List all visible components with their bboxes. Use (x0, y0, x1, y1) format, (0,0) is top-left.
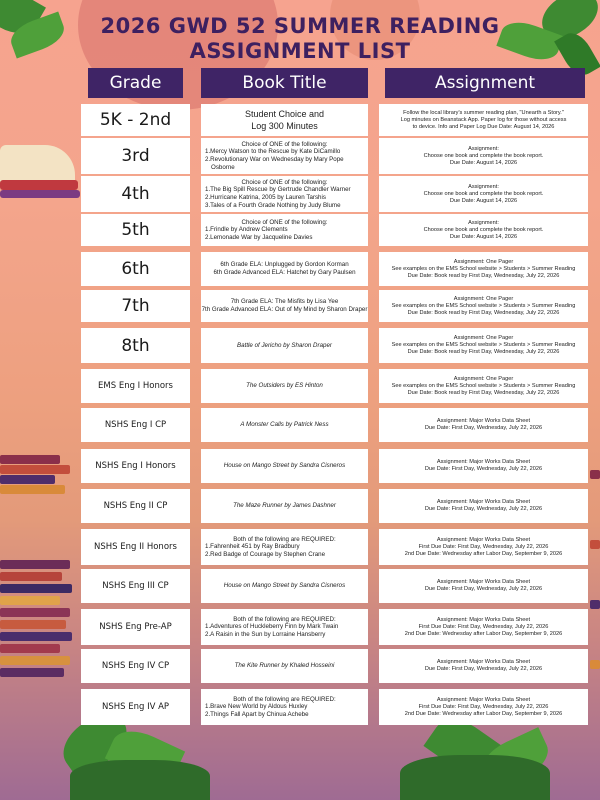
grade-cell: NSHS Eng IV CP (81, 649, 190, 683)
page-title: 2026 GWD 52 SUMMER READING (100, 14, 500, 38)
assign-line: First Due Date: First Day, Wednesday, July 22, 2026 (418, 623, 549, 630)
assign-line: 2nd Due Date: Wednesday after Labor Day, September 9, 2026 (404, 550, 563, 557)
grade-cell: 5th (81, 214, 190, 246)
table-row (0, 138, 600, 174)
assign-line: See examples on the EMS School website > Students > Summer Reading (391, 342, 576, 348)
book-line: 6th Grade ELA: Unplugged by Gordon Korman (220, 261, 349, 269)
book-line: Both of the following are REQUIRED: (233, 535, 336, 543)
book-line: The Kite Runner by Khaled Hosseini (234, 662, 335, 670)
book-title-cell (201, 449, 368, 483)
grade-cell: NSHS Eng II Honors (81, 529, 190, 565)
table-row (0, 489, 600, 523)
book-title-cell (201, 104, 368, 136)
book-line: Log 300 Minutes (251, 121, 318, 131)
book-title-cell (201, 369, 368, 403)
grade-cell: NSHS Eng I CP (81, 408, 190, 442)
book-line: A Monster Calls by Patrick Ness (240, 421, 329, 429)
book-title-cell (201, 649, 368, 683)
assignment-cell (379, 489, 588, 523)
book-line: 2.Red Badge of Courage by Stephen Crane (205, 550, 326, 558)
book-title-cell (201, 529, 368, 565)
assign-line: Assignment: Major Works Data Sheet (436, 499, 531, 505)
assign-line: Due Date: First Day, Wednesday, July 22, 2026 (424, 425, 543, 431)
book-title-cell (201, 328, 368, 363)
grade-cell: 6th (81, 252, 190, 286)
assign-line: First Due Date: First Day, Wednesday, July 22, 2026 (418, 703, 549, 710)
grade-cell: NSHS Eng I Honors (81, 449, 190, 483)
assignment-cell (379, 328, 588, 363)
assign-line: Assignment: Major Works Data Sheet (436, 579, 531, 585)
assign-line: Due Date: Book read by First Day, Wednesday, July 22, 2026 (407, 272, 560, 279)
grade-cell: NSHS Eng II CP (81, 489, 190, 523)
assignment-cell (379, 449, 588, 483)
assign-line: Due Date: August 14, 2026 (449, 159, 518, 166)
assign-line: Assignment: Major Works Data Sheet (436, 659, 531, 665)
book-line: 2.Lemonade War by Jacqueline Davies (205, 233, 313, 241)
book-line: Both of the following are REQUIRED: (233, 695, 336, 703)
assign-line: Assignment: Major Works Data Sheet (436, 536, 531, 543)
grade-cell: 3rd (81, 138, 190, 174)
grade-cell: 7th (81, 290, 190, 322)
assign-line: Assignment: One Pager (453, 335, 514, 341)
assignment-cell (379, 569, 588, 603)
assign-line: Due Date: Book read by First Day, Wednesday, July 22, 2026 (407, 309, 560, 316)
assign-line: Assignment: Major Works Data Sheet (436, 616, 531, 623)
book-line: 7th Grade Advanced ELA: Out of My Mind by Sharon Draper (201, 306, 368, 313)
assignment-cell (379, 290, 588, 322)
assign-line: Assignment: Major Works Data Sheet (436, 418, 531, 424)
book-title-cell (201, 138, 368, 174)
grade-cell: NSHS Eng IV AP (81, 689, 190, 725)
table-row (0, 609, 600, 645)
table-row (0, 408, 600, 442)
table-row (0, 449, 600, 483)
book-title-cell (201, 176, 368, 212)
assign-line: Assignment: Major Works Data Sheet (436, 459, 531, 465)
book-line: Student Choice and (244, 109, 325, 119)
assign-line: Follow the local library's summer reading plan, "Unearth a Story." (403, 109, 564, 116)
book-line: 1.Frindle by Andrew Clements (205, 226, 288, 234)
assign-line: Assignment: (468, 145, 499, 152)
book-line: 7th Grade ELA: The Misfits by Lisa Yee (230, 298, 339, 306)
assignment-cell (379, 609, 588, 645)
book-title-cell (201, 569, 368, 603)
assign-line: Due Date: First Day, Wednesday, July 22, 2026 (424, 666, 543, 672)
table-row (0, 529, 600, 565)
assign-line: to device. Info and Paper Log Due Date: August 14, 2026 (412, 123, 555, 130)
book-line: 1.Mercy Watson to the Rescue by Kate DiCamillo (205, 148, 341, 156)
book-line: House on Mango Street by Sandra Cisneros (223, 462, 346, 470)
table-row (0, 176, 600, 212)
assignment-cell (379, 138, 588, 174)
assign-line: Log minutes on Beanstack App. Paper log for those without access (400, 116, 567, 123)
book-line: Choice of ONE of the following: (241, 140, 328, 148)
assignment-cell (379, 408, 588, 442)
book-line: 3.Tales of a Fourth Grade Nothing by Judy Blume (205, 201, 341, 209)
table-row (0, 252, 600, 286)
assignment-cell (379, 689, 588, 725)
table-row (0, 290, 600, 322)
assignment-cell (379, 649, 588, 683)
assign-line: Due Date: Book read by First Day, Wednesday, July 22, 2026 (407, 349, 560, 355)
assign-line: See examples on the EMS School website > Students > Summer Reading (391, 302, 576, 309)
assignment-cell (379, 529, 588, 565)
book-line: Battle of Jericho by Sharon Draper (237, 341, 332, 349)
book-line: House on Mango Street by Sandra Cisneros (223, 582, 346, 590)
book-title-cell (201, 214, 368, 246)
assign-line: Due Date: August 14, 2026 (449, 233, 518, 240)
book-title-cell (201, 252, 368, 286)
table-row (0, 214, 600, 246)
assignment-cell (379, 104, 588, 136)
assign-line: Assignment: One Pager (453, 258, 514, 265)
book-line: 2.Things Fall Apart by Chinua Achebe (205, 710, 309, 718)
book-line: 2.A Raisin in the Sun by Lorraine Hansberry (205, 630, 326, 638)
assign-line: Choose one book and complete the book report. (423, 190, 544, 197)
assign-line: Assignment: (468, 219, 499, 226)
assign-line: Due Date: First Day, Wednesday, July 22, 2026 (424, 506, 543, 512)
book-line: 2.Revolutionary War on Wednesday by Mary Pope (205, 156, 344, 163)
header-book-title: Book Title (201, 68, 368, 98)
grade-cell: NSHS Eng Pre-AP (81, 609, 190, 645)
assignment-cell (379, 176, 588, 212)
header-assignment: Assignment (385, 68, 585, 98)
grade-cell: 4th (81, 176, 190, 212)
assignment-cell (379, 214, 588, 246)
assign-line: Due Date: First Day, Wednesday, July 22, 2026 (424, 586, 543, 592)
assign-line: Assignment: One Pager (453, 375, 514, 382)
book-line: Osborne (211, 163, 235, 171)
grade-cell: NSHS Eng III CP (81, 569, 190, 603)
book-title-cell (201, 489, 368, 523)
book-line: The Outsiders by ES Hinton (246, 382, 323, 390)
assign-line: 2nd Due Date: Wednesday after Labor Day, September 9, 2026 (404, 710, 563, 717)
assign-line: Assignment: One Pager (453, 295, 514, 302)
grade-cell: EMS Eng I Honors (81, 369, 190, 403)
book-title-cell (201, 689, 368, 725)
table-row (0, 649, 600, 683)
assign-line: Assignment: Major Works Data Sheet (436, 696, 531, 703)
book-line: 1.The Big Spill Rescue by Gertrude Chandler Warner (205, 186, 351, 194)
assignment-cell (379, 369, 588, 403)
assign-line: Due Date: Book read by First Day, Wednesday, July 22, 2026 (407, 389, 560, 396)
table-row (0, 689, 600, 725)
book-line: Both of the following are REQUIRED: (233, 615, 336, 623)
book-title-cell (201, 408, 368, 442)
book-title-cell (201, 290, 368, 322)
assign-line: Due Date: First Day, Wednesday, July 22, 2026 (424, 466, 543, 472)
book-title-cell (201, 609, 368, 645)
assignment-cell (379, 252, 588, 286)
grade-cell: 5K - 2nd (81, 104, 190, 136)
book-line: 1.Brave New World by Aldous Huxley (205, 703, 308, 711)
assign-line: First Due Date: First Day, Wednesday, July 22, 2026 (418, 543, 549, 550)
header-grade: Grade (88, 68, 183, 98)
table-row (0, 369, 600, 403)
book-line: Choice of ONE of the following: (241, 218, 328, 226)
book-line: The Maze Runner by James Dashner (233, 502, 336, 510)
assign-line: Choose one book and complete the book report. (423, 152, 544, 159)
table-row (0, 104, 600, 136)
table-row (0, 328, 600, 363)
book-line: 2.Hurricane Katrina, 2005 by Lauren Tarshis (205, 194, 326, 201)
page-subtitle: ASSIGNMENT LIST (189, 39, 411, 63)
assign-line: 2nd Due Date: Wednesday after Labor Day, September 9, 2026 (404, 630, 563, 637)
grade-cell: 8th (81, 328, 190, 363)
book-line: 6th Grade Advanced ELA: Hatchet by Gary Paulsen (213, 269, 356, 276)
table-row (0, 569, 600, 603)
book-line: 1.Adventures of Huckleberry Finn by Mark Twain (205, 623, 339, 631)
assign-line: Due Date: August 14, 2026 (449, 197, 518, 204)
assign-line: Choose one book and complete the book report. (423, 226, 544, 233)
book-line: Choice of ONE of the following: (241, 178, 328, 186)
assign-line: See examples on the EMS School website > Students > Summer Reading (391, 382, 576, 389)
assign-line: See examples on the EMS School website > Students > Summer Reading (391, 265, 576, 272)
assign-line: Assignment: (468, 183, 499, 190)
book-line: 1.Fahrenheit 451 by Ray Bradbury (205, 543, 300, 551)
